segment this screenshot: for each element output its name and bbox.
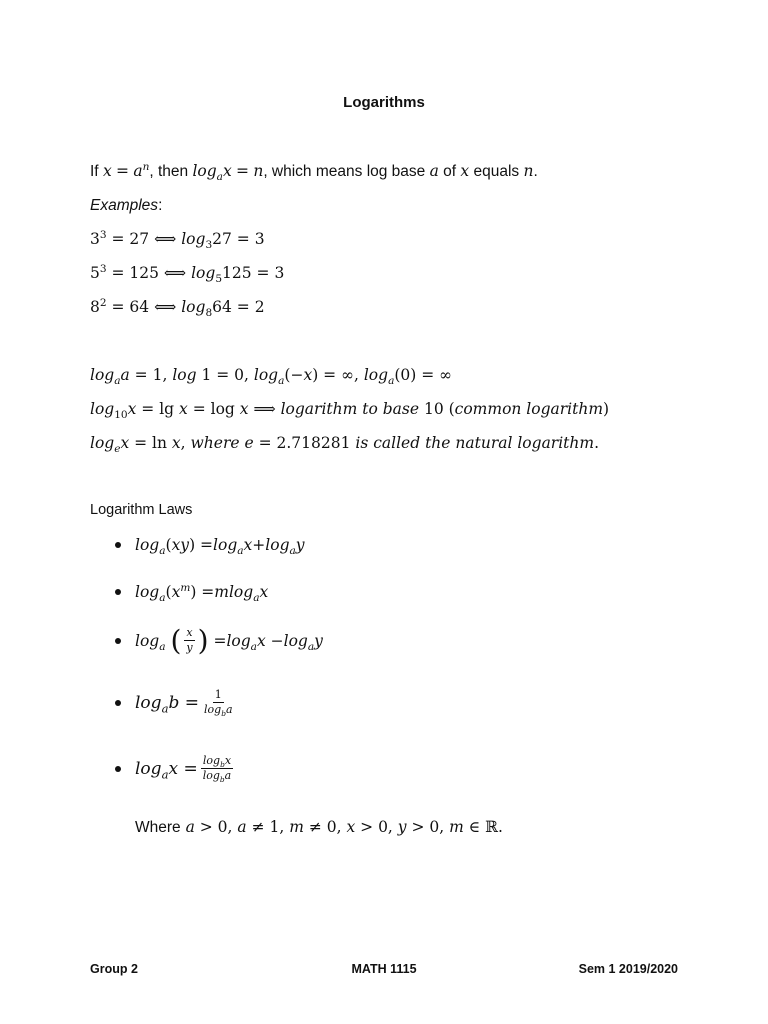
- bullet-icon: [115, 542, 121, 548]
- bullet-icon: [115, 700, 121, 706]
- law-change-of-base: $\log_ax$ = $\frac{\log_bx}{\log_ba}$: [115, 754, 236, 783]
- page-title: Logarithms: [343, 94, 425, 111]
- common-log-line: $\log_{10}x = \lg x = \log x$ ⟹ logarithm to base 10 (common logarithm): [90, 400, 610, 422]
- special-values-line: $\log_aa = 1$, log 1 = 0, $\log_a(-x)$ = ∞, $\log_a(0)$ = ∞: [90, 366, 453, 388]
- bullet-icon: [115, 638, 121, 644]
- bullet-icon: [115, 589, 121, 595]
- natural-log-line: $\log_ex = \ln x$, where e = 2.718281 is called the natural logarithm.: [90, 434, 600, 456]
- law-quotient: $\log_a$ ( $\frac{x}{y}$ ) = $\log_ax$ − $\log_ay$: [115, 626, 323, 655]
- law-reciprocal: $\log_ab$ = $\frac{1}{\log_ba}$: [115, 688, 238, 717]
- footer-right: Sem 1 2019/2020: [578, 962, 678, 976]
- example-2: $5^3 = 125$ ⟺ $\log_5125 = 3$: [90, 262, 285, 286]
- footer-left: Group 2: [90, 962, 138, 976]
- definition-line: If $x = a^n$, then $\log_ax = n$, which means log base a of x equals n.: [90, 160, 538, 184]
- example-1: $3^3 = 27$ ⟺ $\log_327 = 3$: [90, 228, 265, 252]
- footer-center: MATH 1115: [351, 962, 417, 976]
- law-product: $\log_a$ ( xy ) = $\log_ax$ + $\log_ay$: [115, 536, 305, 554]
- laws-heading: Logarithm Laws: [90, 502, 193, 518]
- example-3: $8^2 = 64$ ⟺ $\log_864 = 2$: [90, 296, 265, 320]
- law-power: $\log_a$ ( $x^m$ ) = mlog$_a$x: [115, 583, 268, 601]
- conditions-line: Where a > 0, a ≠ 1, m ≠ 0, x > 0, y > 0, m ∈ ℝ.: [135, 818, 503, 836]
- bullet-icon: [115, 766, 121, 772]
- examples-label: Examples:: [90, 197, 163, 214]
